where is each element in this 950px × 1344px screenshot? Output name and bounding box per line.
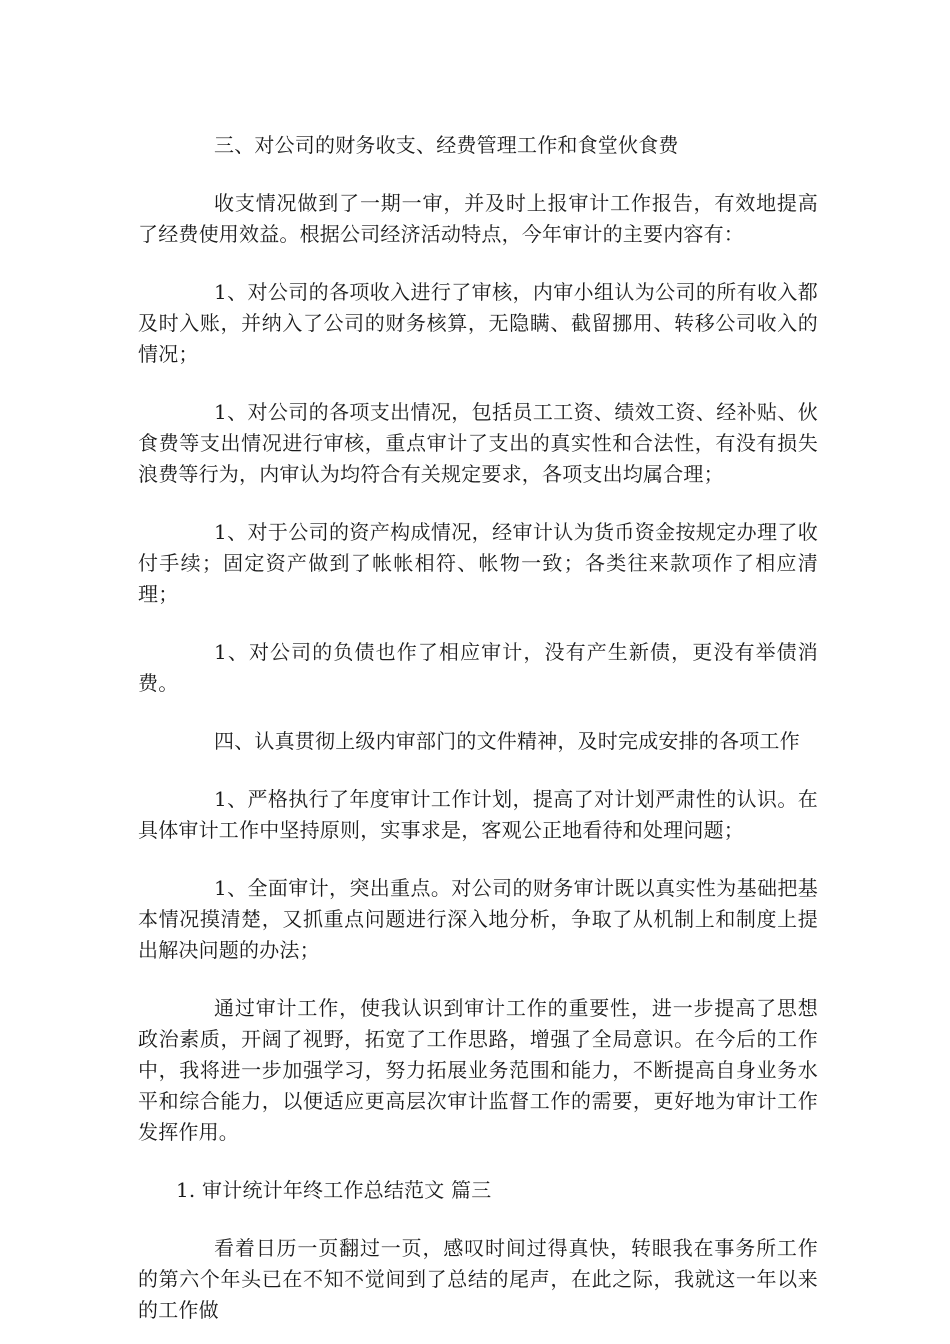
paragraph-debt-audit: 1、对公司的负债也作了相应审计，没有产生新债，更没有举债消费。 [138,640,818,695]
paragraph-comprehensive-audit: 1、全面审计，突出重点。对公司的财务审计既以真实性为基础把基本情况摸清楚，又抓重点问题进行深入地分析，争取了从机制上和制度上提出解决问题的办法； [138,876,818,962]
paragraph-part-3-intro: 看着日历一页翻过一页，感叹时间过得真快，转眼我在事务所工作的第六个年头已在不知不觉间到了总结的尾声，在此之际，我就这一年以来的工作做 [138,1236,818,1322]
paragraph-income-audit: 1、对公司的各项收入进行了审核，内审小组认为公司的所有收入都及时入账，并纳入了公司的财务核算，无隐瞒、截留挪用、转移公司收入的情况； [138,280,818,366]
paragraph-audit-intro: 收支情况做到了一期一审，并及时上报审计工作报告，有效地提高了经费使用效益。根据公司经济活动特点，今年审计的主要内容有： [138,191,818,246]
article-title-part-3: 1. 审计统计年终工作总结范文 篇三 [176,1178,492,1202]
paragraph-conclusion: 通过审计工作，使我认识到审计工作的重要性，进一步提高了思想政治素质，开阔了视野，拓宽了工作思路，增强了全局意识。在今后的工作中，我将进一步加强学习，努力拓展业务范围和能力，不断提高自身业务水平和综合能力，以便适应更高层次审计监督工作的需要，更好地为审计工作发挥作用。 [138,996,818,1144]
paragraph-asset-audit: 1、对于公司的资产构成情况，经审计认为货币资金按规定办理了收付手续；固定资产做到了帐帐相符、帐物一致；各类往来款项作了相应清理； [138,520,818,606]
document-page [138,130,818,1326]
section-heading-4: 四、认真贯彻上级内审部门的文件精神，及时完成安排的各项工作 [214,729,800,753]
paragraph-expense-audit: 1、对公司的各项支出情况，包括员工工资、绩效工资、经补贴、伙食费等支出情况进行审核，重点审计了支出的真实性和合法性，有没有损失浪费等行为，内审认为均符合有关规定要求，各项支出均属合理； [138,400,818,486]
section-heading-3: 三、对公司的财务收支、经费管理工作和食堂伙食费 [214,133,679,157]
paragraph-annual-plan: 1、严格执行了年度审计工作计划，提高了对计划严肃性的认识。在具体审计工作中坚持原则，实事求是，客观公正地看待和处理问题； [138,787,818,842]
